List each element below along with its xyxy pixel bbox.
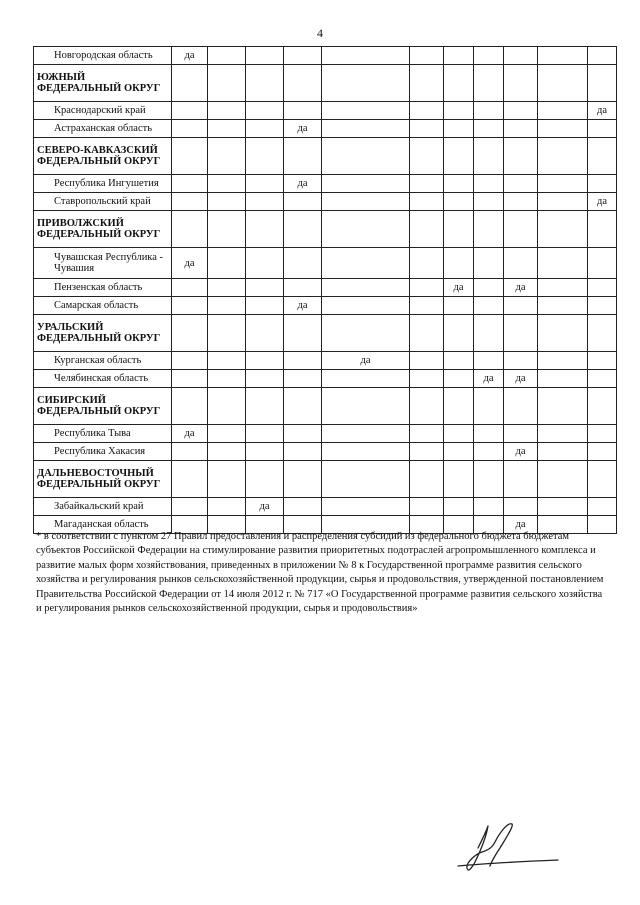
- empty-cell: [208, 193, 246, 211]
- empty-cell: [284, 138, 322, 175]
- empty-cell: [208, 461, 246, 498]
- empty-cell: [322, 120, 410, 138]
- empty-cell: [474, 279, 504, 297]
- empty-cell: [504, 461, 538, 498]
- empty-cell: [322, 279, 410, 297]
- district-row: [34, 461, 617, 498]
- empty-cell: [588, 297, 617, 315]
- empty-cell: [444, 120, 474, 138]
- district-name-line1: ДАЛЬНЕВОСТОЧНЫЙ: [37, 468, 154, 479]
- empty-cell: [284, 370, 322, 388]
- empty-cell: [246, 425, 284, 443]
- region-row: [34, 47, 617, 65]
- district-name: [34, 65, 172, 102]
- empty-cell: [246, 370, 284, 388]
- empty-cell: [538, 443, 588, 461]
- empty-cell: [172, 175, 208, 193]
- empty-cell: [322, 315, 410, 352]
- empty-cell: [474, 47, 504, 65]
- empty-cell: [284, 461, 322, 498]
- region-row: [34, 370, 617, 388]
- empty-cell: [588, 211, 617, 248]
- district-name-line1: СЕВЕРО-КАВКАЗСКИЙ: [37, 145, 158, 156]
- empty-cell: [588, 352, 617, 370]
- yes-mark: да: [322, 352, 410, 370]
- region-row: [34, 248, 617, 279]
- empty-cell: [588, 120, 617, 138]
- yes-mark: да: [172, 425, 208, 443]
- region-row: [34, 175, 617, 193]
- empty-cell: [444, 297, 474, 315]
- empty-cell: [504, 193, 538, 211]
- empty-cell: [410, 498, 444, 516]
- yes-mark: да: [284, 297, 322, 315]
- region-name: Магаданская область: [34, 516, 172, 534]
- empty-cell: [444, 47, 474, 65]
- empty-cell: [474, 175, 504, 193]
- region-name: Челябинская область: [34, 370, 172, 388]
- empty-cell: [474, 498, 504, 516]
- empty-cell: [208, 443, 246, 461]
- yes-mark: да: [172, 47, 208, 65]
- region-name: Чувашская Республика - Чувашия: [34, 248, 172, 279]
- empty-cell: [474, 297, 504, 315]
- empty-cell: [444, 65, 474, 102]
- empty-cell: [284, 248, 322, 279]
- empty-cell: [322, 443, 410, 461]
- empty-cell: [246, 193, 284, 211]
- empty-cell: [208, 388, 246, 425]
- yes-mark: да: [504, 370, 538, 388]
- region-row: [34, 297, 617, 315]
- region-name: Забайкальский край: [34, 498, 172, 516]
- yes-mark: да: [588, 102, 617, 120]
- region-row: [34, 279, 617, 297]
- empty-cell: [208, 498, 246, 516]
- empty-cell: [246, 443, 284, 461]
- region-name: Курганская область: [34, 352, 172, 370]
- empty-cell: [588, 498, 617, 516]
- empty-cell: [284, 315, 322, 352]
- empty-cell: [588, 461, 617, 498]
- empty-cell: [538, 388, 588, 425]
- empty-cell: [172, 65, 208, 102]
- empty-cell: [410, 461, 444, 498]
- empty-cell: [588, 175, 617, 193]
- empty-cell: [444, 370, 474, 388]
- empty-cell: [504, 498, 538, 516]
- empty-cell: [172, 193, 208, 211]
- region-name: Самарская область: [34, 297, 172, 315]
- empty-cell: [284, 279, 322, 297]
- empty-cell: [172, 443, 208, 461]
- empty-cell: [208, 47, 246, 65]
- empty-cell: [588, 138, 617, 175]
- empty-cell: [172, 138, 208, 175]
- empty-cell: [284, 47, 322, 65]
- district-row: [34, 388, 617, 425]
- empty-cell: [172, 370, 208, 388]
- region-row: [34, 425, 617, 443]
- region-name: Республика Тыва: [34, 425, 172, 443]
- empty-cell: [444, 388, 474, 425]
- empty-cell: [246, 279, 284, 297]
- empty-cell: [538, 102, 588, 120]
- empty-cell: [284, 65, 322, 102]
- empty-cell: [410, 315, 444, 352]
- district-row: [34, 138, 617, 175]
- empty-cell: [538, 279, 588, 297]
- region-row: [34, 120, 617, 138]
- yes-mark: да: [588, 193, 617, 211]
- district-name: [34, 461, 172, 498]
- empty-cell: [284, 211, 322, 248]
- region-name: Пензенская область: [34, 279, 172, 297]
- empty-cell: [322, 498, 410, 516]
- empty-cell: [172, 279, 208, 297]
- empty-cell: [474, 315, 504, 352]
- empty-cell: [588, 388, 617, 425]
- empty-cell: [322, 193, 410, 211]
- district-name-line2: ФЕДЕРАЛЬНЫЙ ОКРУГ: [37, 479, 161, 490]
- region-name: Новгородская область: [34, 47, 172, 65]
- empty-cell: [410, 193, 444, 211]
- region-name: Ставропольский край: [34, 193, 172, 211]
- empty-cell: [410, 352, 444, 370]
- yes-mark: да: [284, 120, 322, 138]
- district-name-line1: ЮЖНЫЙ: [37, 72, 86, 83]
- empty-cell: [322, 248, 410, 279]
- region-row: [34, 498, 617, 516]
- empty-cell: [410, 47, 444, 65]
- empty-cell: [208, 297, 246, 315]
- empty-cell: [538, 211, 588, 248]
- empty-cell: [504, 352, 538, 370]
- empty-cell: [208, 211, 246, 248]
- empty-cell: [410, 120, 444, 138]
- yes-mark: да: [246, 498, 284, 516]
- empty-cell: [322, 211, 410, 248]
- empty-cell: [246, 352, 284, 370]
- empty-cell: [504, 138, 538, 175]
- empty-cell: [474, 425, 504, 443]
- district-name-line2: ФЕДЕРАЛЬНЫЙ ОКРУГ: [37, 156, 161, 167]
- region-row: [34, 352, 617, 370]
- empty-cell: [588, 370, 617, 388]
- empty-cell: [208, 65, 246, 102]
- empty-cell: [538, 297, 588, 315]
- district-name: [34, 388, 172, 425]
- empty-cell: [474, 120, 504, 138]
- empty-cell: [172, 315, 208, 352]
- empty-cell: [444, 193, 474, 211]
- district-name-line2: ФЕДЕРАЛЬНЫЙ ОКРУГ: [37, 406, 161, 417]
- empty-cell: [504, 102, 538, 120]
- empty-cell: [322, 102, 410, 120]
- empty-cell: [504, 248, 538, 279]
- empty-cell: [538, 352, 588, 370]
- empty-cell: [246, 211, 284, 248]
- empty-cell: [322, 65, 410, 102]
- empty-cell: [172, 352, 208, 370]
- region-name: Краснодарский край: [34, 102, 172, 120]
- empty-cell: [172, 120, 208, 138]
- empty-cell: [444, 102, 474, 120]
- empty-cell: [444, 315, 474, 352]
- empty-cell: [474, 248, 504, 279]
- empty-cell: [172, 461, 208, 498]
- empty-cell: [538, 120, 588, 138]
- empty-cell: [474, 211, 504, 248]
- empty-cell: [504, 65, 538, 102]
- district-row: [34, 211, 617, 248]
- empty-cell: [504, 47, 538, 65]
- empty-cell: [588, 425, 617, 443]
- empty-cell: [410, 425, 444, 443]
- empty-cell: [538, 193, 588, 211]
- empty-cell: [410, 248, 444, 279]
- empty-cell: [322, 297, 410, 315]
- empty-cell: [410, 65, 444, 102]
- empty-cell: [538, 47, 588, 65]
- empty-cell: [588, 443, 617, 461]
- empty-cell: [588, 279, 617, 297]
- yes-mark: да: [172, 248, 208, 279]
- empty-cell: [444, 425, 474, 443]
- empty-cell: [538, 425, 588, 443]
- empty-cell: [410, 388, 444, 425]
- empty-cell: [474, 388, 504, 425]
- empty-cell: [444, 211, 474, 248]
- empty-cell: [208, 102, 246, 120]
- empty-cell: [444, 352, 474, 370]
- empty-cell: [588, 47, 617, 65]
- page-number: 4: [317, 26, 323, 40]
- empty-cell: [246, 120, 284, 138]
- empty-cell: [284, 498, 322, 516]
- empty-cell: [474, 352, 504, 370]
- empty-cell: [444, 248, 474, 279]
- empty-cell: [246, 315, 284, 352]
- empty-cell: [208, 425, 246, 443]
- district-row: [34, 65, 617, 102]
- empty-cell: [410, 102, 444, 120]
- empty-cell: [208, 315, 246, 352]
- signature: [440, 818, 570, 878]
- empty-cell: [504, 175, 538, 193]
- empty-cell: [172, 388, 208, 425]
- empty-cell: [444, 443, 474, 461]
- empty-cell: [246, 248, 284, 279]
- empty-cell: [410, 370, 444, 388]
- footnote: * в соответствии с пунктом 27 Правил предоставления и распределения субсидий из федерального бюджета бюджетам субъектов Российской Федерации на стимулирование развития приоритетных подотраслей агропромышленного комплекса и развитие малых форм хозяйствования, приведенных в приложении № 8 к Государственной программе развития сельского хозяйства и регулирования рынков сельскохозяйственной продукции, сырья и продовольствия, утвержденной постановлением Правительства Российской Федерации от 14 июля 2012 г. № 717 «О Государственной программе развития сельского хозяйства и регулирования рынков сельскохозяйственной продукции, сырья и продовольствия»: [36, 531, 604, 615]
- empty-cell: [322, 138, 410, 175]
- region-row: [34, 443, 617, 461]
- empty-cell: [246, 461, 284, 498]
- empty-cell: [410, 279, 444, 297]
- empty-cell: [246, 102, 284, 120]
- empty-cell: [474, 65, 504, 102]
- empty-cell: [322, 370, 410, 388]
- region-name: Астраханская область: [34, 120, 172, 138]
- empty-cell: [504, 297, 538, 315]
- yes-mark: да: [284, 175, 322, 193]
- empty-cell: [538, 315, 588, 352]
- district-name: [34, 138, 172, 175]
- empty-cell: [588, 315, 617, 352]
- empty-cell: [208, 352, 246, 370]
- empty-cell: [410, 211, 444, 248]
- district-name-line1: СИБИРСКИЙ: [37, 395, 106, 406]
- empty-cell: [208, 370, 246, 388]
- region-name: Республика Хакасия: [34, 443, 172, 461]
- empty-cell: [538, 461, 588, 498]
- empty-cell: [538, 138, 588, 175]
- empty-cell: [284, 193, 322, 211]
- yes-mark: да: [474, 370, 504, 388]
- yes-mark: да: [504, 516, 538, 534]
- empty-cell: [504, 315, 538, 352]
- subsidy-table: [33, 46, 617, 534]
- empty-cell: [504, 425, 538, 443]
- empty-cell: [246, 47, 284, 65]
- empty-cell: [284, 425, 322, 443]
- empty-cell: [284, 388, 322, 425]
- empty-cell: [322, 461, 410, 498]
- empty-cell: [172, 498, 208, 516]
- empty-cell: [474, 461, 504, 498]
- empty-cell: [246, 138, 284, 175]
- district-row: [34, 315, 617, 352]
- empty-cell: [172, 297, 208, 315]
- empty-cell: [246, 175, 284, 193]
- empty-cell: [410, 138, 444, 175]
- empty-cell: [474, 193, 504, 211]
- empty-cell: [444, 461, 474, 498]
- empty-cell: [172, 211, 208, 248]
- empty-cell: [504, 120, 538, 138]
- empty-cell: [322, 388, 410, 425]
- empty-cell: [444, 498, 474, 516]
- district-name-line1: УРАЛЬСКИЙ: [37, 322, 104, 333]
- region-row: [34, 102, 617, 120]
- empty-cell: [246, 297, 284, 315]
- empty-cell: [322, 47, 410, 65]
- empty-cell: [208, 248, 246, 279]
- empty-cell: [474, 138, 504, 175]
- empty-cell: [444, 175, 474, 193]
- empty-cell: [410, 175, 444, 193]
- region-name: Республика Ингушетия: [34, 175, 172, 193]
- yes-mark: да: [504, 279, 538, 297]
- empty-cell: [538, 65, 588, 102]
- region-row: [34, 193, 617, 211]
- empty-cell: [410, 443, 444, 461]
- empty-cell: [504, 211, 538, 248]
- empty-cell: [410, 297, 444, 315]
- empty-cell: [208, 138, 246, 175]
- empty-cell: [504, 388, 538, 425]
- district-name-line1: ПРИВОЛЖСКИЙ: [37, 218, 124, 229]
- yes-mark: да: [444, 279, 474, 297]
- district-name-line2: ФЕДЕРАЛЬНЫЙ ОКРУГ: [37, 229, 161, 240]
- district-name-line2: ФЕДЕРАЛЬНЫЙ ОКРУГ: [37, 333, 161, 344]
- empty-cell: [474, 102, 504, 120]
- empty-cell: [322, 425, 410, 443]
- empty-cell: [246, 65, 284, 102]
- empty-cell: [588, 248, 617, 279]
- empty-cell: [208, 175, 246, 193]
- empty-cell: [208, 279, 246, 297]
- empty-cell: [474, 443, 504, 461]
- district-name: [34, 211, 172, 248]
- empty-cell: [284, 443, 322, 461]
- district-name: [34, 315, 172, 352]
- empty-cell: [246, 388, 284, 425]
- empty-cell: [284, 352, 322, 370]
- empty-cell: [538, 175, 588, 193]
- empty-cell: [538, 370, 588, 388]
- empty-cell: [538, 248, 588, 279]
- yes-mark: да: [504, 443, 538, 461]
- empty-cell: [284, 102, 322, 120]
- empty-cell: [208, 120, 246, 138]
- empty-cell: [538, 498, 588, 516]
- district-name-line2: ФЕДЕРАЛЬНЫЙ ОКРУГ: [37, 83, 161, 94]
- empty-cell: [172, 102, 208, 120]
- empty-cell: [444, 138, 474, 175]
- empty-cell: [588, 65, 617, 102]
- empty-cell: [322, 175, 410, 193]
